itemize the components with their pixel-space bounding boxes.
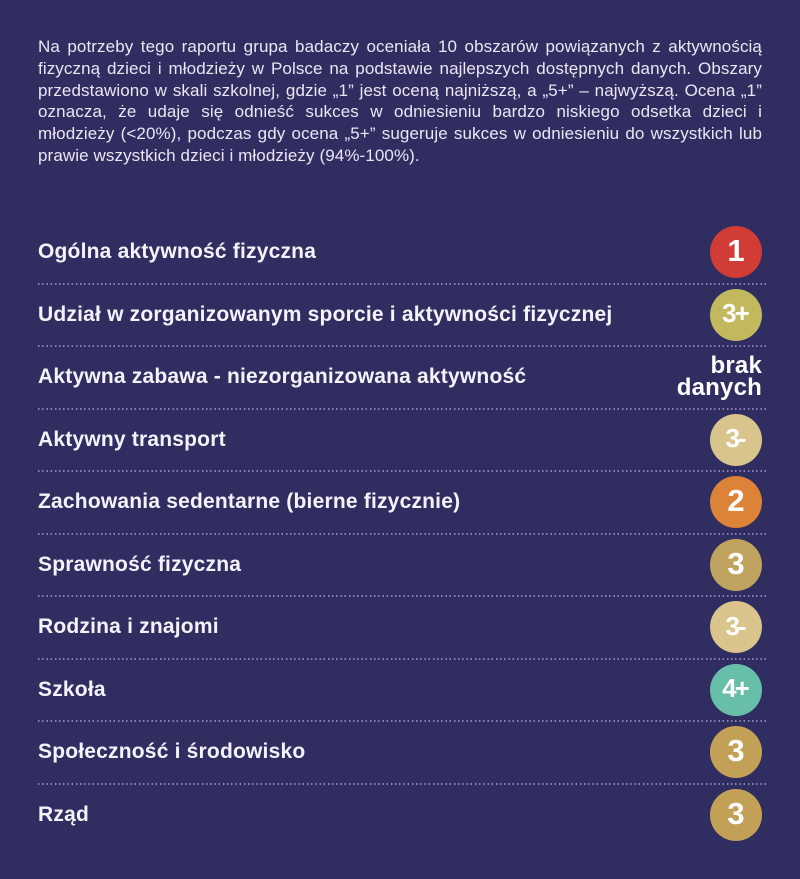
grade-row-label: Ogólna aktywność fizyczna	[38, 240, 317, 264]
grade-row	[38, 221, 762, 284]
grade-row-label: Szkoła	[38, 677, 106, 701]
grade-row	[38, 721, 762, 784]
grade-row	[38, 409, 762, 472]
grade-badge: 3	[710, 539, 762, 591]
grade-row	[38, 596, 762, 659]
grade-badge: 1	[710, 226, 762, 278]
no-data-text: brak danych	[676, 352, 762, 402]
intro-paragraph: Na potrzeby tego raportu grupa badaczy oceniała 10 obszarów powiązanych z aktywnością fizyczną dzieci i młodzieży w Polsce na podstawie najlepszych dostępnych danych. Obszary przedstawiono w skali szkolnej, gdzie „1” jest oceną najniższą, a „5+” – najwyższą. Ocena „1” oznacza, że udaje się odnieść sukces w odniesieniu bardzo niskiego odsetka dzieci i młodzieży (<20%), podczas gdy ocena „5+” sugeruje sukces w odniesieniu do wszystkich lub prawie wszystkich dzieci i młodzieży (94%-100%).	[38, 37, 762, 165]
grade-badge: 2	[710, 476, 762, 528]
grade-row-label: Sprawność fizyczna	[38, 552, 242, 576]
grade-row-label: Rodzina i znajomi	[38, 615, 219, 639]
grade-row-label: Zachowania sedentarne (bierne fizycznie)	[38, 490, 461, 514]
grade-row	[38, 659, 762, 722]
grade-badge: 3+	[710, 289, 762, 341]
grade-badge: 4+	[710, 664, 762, 716]
grade-row-label: Aktywna zabawa - niezorganizowana aktywność	[38, 365, 527, 389]
grade-badge: 3	[710, 726, 762, 778]
grades-list	[38, 221, 762, 846]
grade-row-label: Społeczność i środowisko	[38, 740, 306, 764]
grade-badge: 3	[710, 789, 762, 841]
grade-row-label: Rząd	[38, 802, 89, 826]
grade-badge: 3-	[710, 414, 762, 466]
grade-row	[38, 284, 762, 347]
grade-row	[38, 784, 762, 847]
grade-row	[38, 471, 762, 534]
grade-badge: 3-	[710, 601, 762, 653]
grade-row-label: Aktywny transport	[38, 427, 226, 451]
grade-row	[38, 346, 762, 409]
grade-row-label: Udział w zorganizowanym sporcie i aktywności fizycznej	[38, 302, 613, 326]
grade-row	[38, 534, 762, 597]
